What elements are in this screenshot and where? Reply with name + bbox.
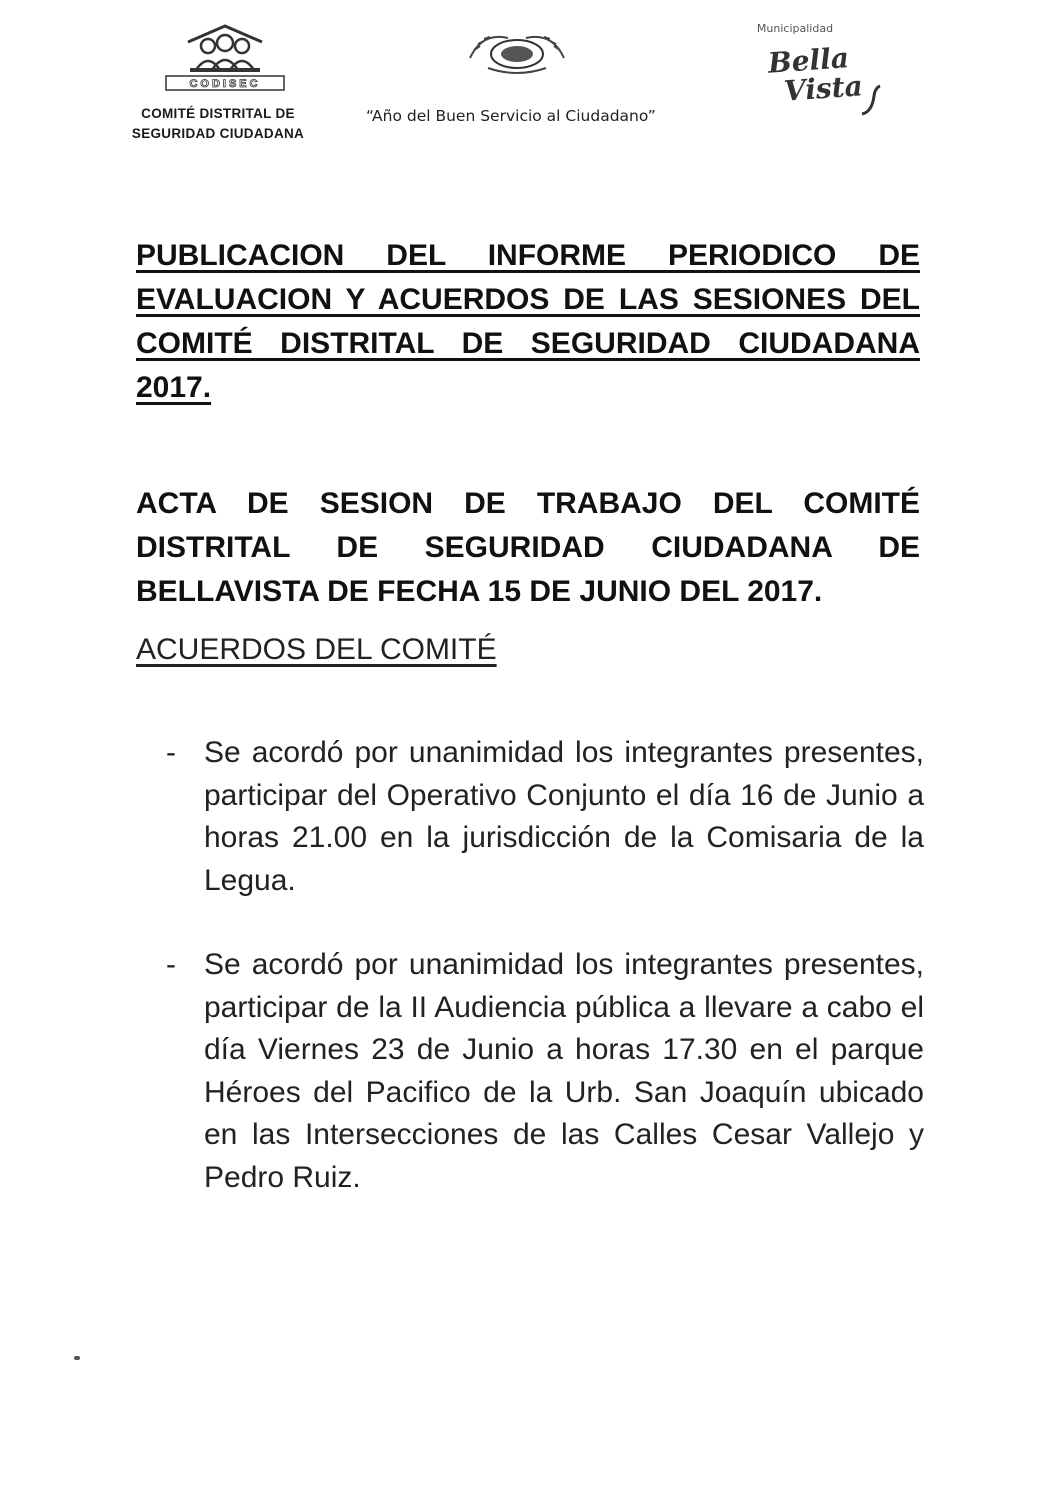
agreement-item-2 — [166, 944, 924, 1199]
municipality-logo — [740, 20, 890, 118]
municipality-small-label: Municipalidad — [756, 22, 834, 35]
agreements-heading: ACUERDOS DEL COMITÉ — [136, 633, 497, 666]
agreements-list — [166, 732, 924, 1241]
municipality-name-bella: Bella — [766, 41, 850, 80]
municipality-name-vista: Vista — [782, 69, 864, 108]
agreement-text-1: Se acordó por unanimidad los integrantes presentes, participar del Operativo Conjunto el día 16 de Junio a horas 21.00 en la jurisdicción de la Comisaria de la Legua. — [204, 736, 924, 897]
year-motto: “Año del Buen Servicio al Ciudadano” — [366, 107, 656, 125]
bullet-dash: - — [166, 948, 176, 981]
publication-title: PUBLICACION DEL INFORME PERIODICO DE EVALUACION Y ACUERDOS DE LAS SESIONES DEL COMITÉ DISTRITAL DE SEGURIDAD CIUDADANA 2017. — [136, 239, 920, 404]
codisec-logo-text: CODISEC — [189, 78, 261, 90]
codisec-label-line1: COMITÉ DISTRITAL DE — [141, 106, 295, 121]
codisec-label — [108, 104, 328, 144]
scan-speck — [74, 1356, 80, 1360]
flourish-icon — [858, 82, 888, 118]
bullet-dash: - — [166, 736, 176, 769]
coat-of-arms-seal — [462, 28, 572, 78]
codisec-label-line2: SEGURIDAD CIUDADANA — [131, 126, 305, 141]
session-minutes-title: ACTA DE SESION DE TRABAJO DEL COMITÉ DISTRITAL DE SEGURIDAD CIUDADANA DE BELLAVISTA DE FECHA 15 DE JUNIO DEL 2017. — [136, 487, 920, 608]
agreement-item-1 — [166, 732, 924, 902]
agreement-text-2: Se acordó por unanimidad los integrantes presentes, participar de la II Audiencia pública a llevare a cabo el día Viernes 23 de Junio a horas 17.30 en el parque Héroes del Pacifico de la Urb. San Joaquín ubicado en las Intersecciones de las Calles Cesar Vallejo y Pedro Ruiz. — [204, 948, 924, 1194]
codisec-logo — [160, 24, 290, 92]
